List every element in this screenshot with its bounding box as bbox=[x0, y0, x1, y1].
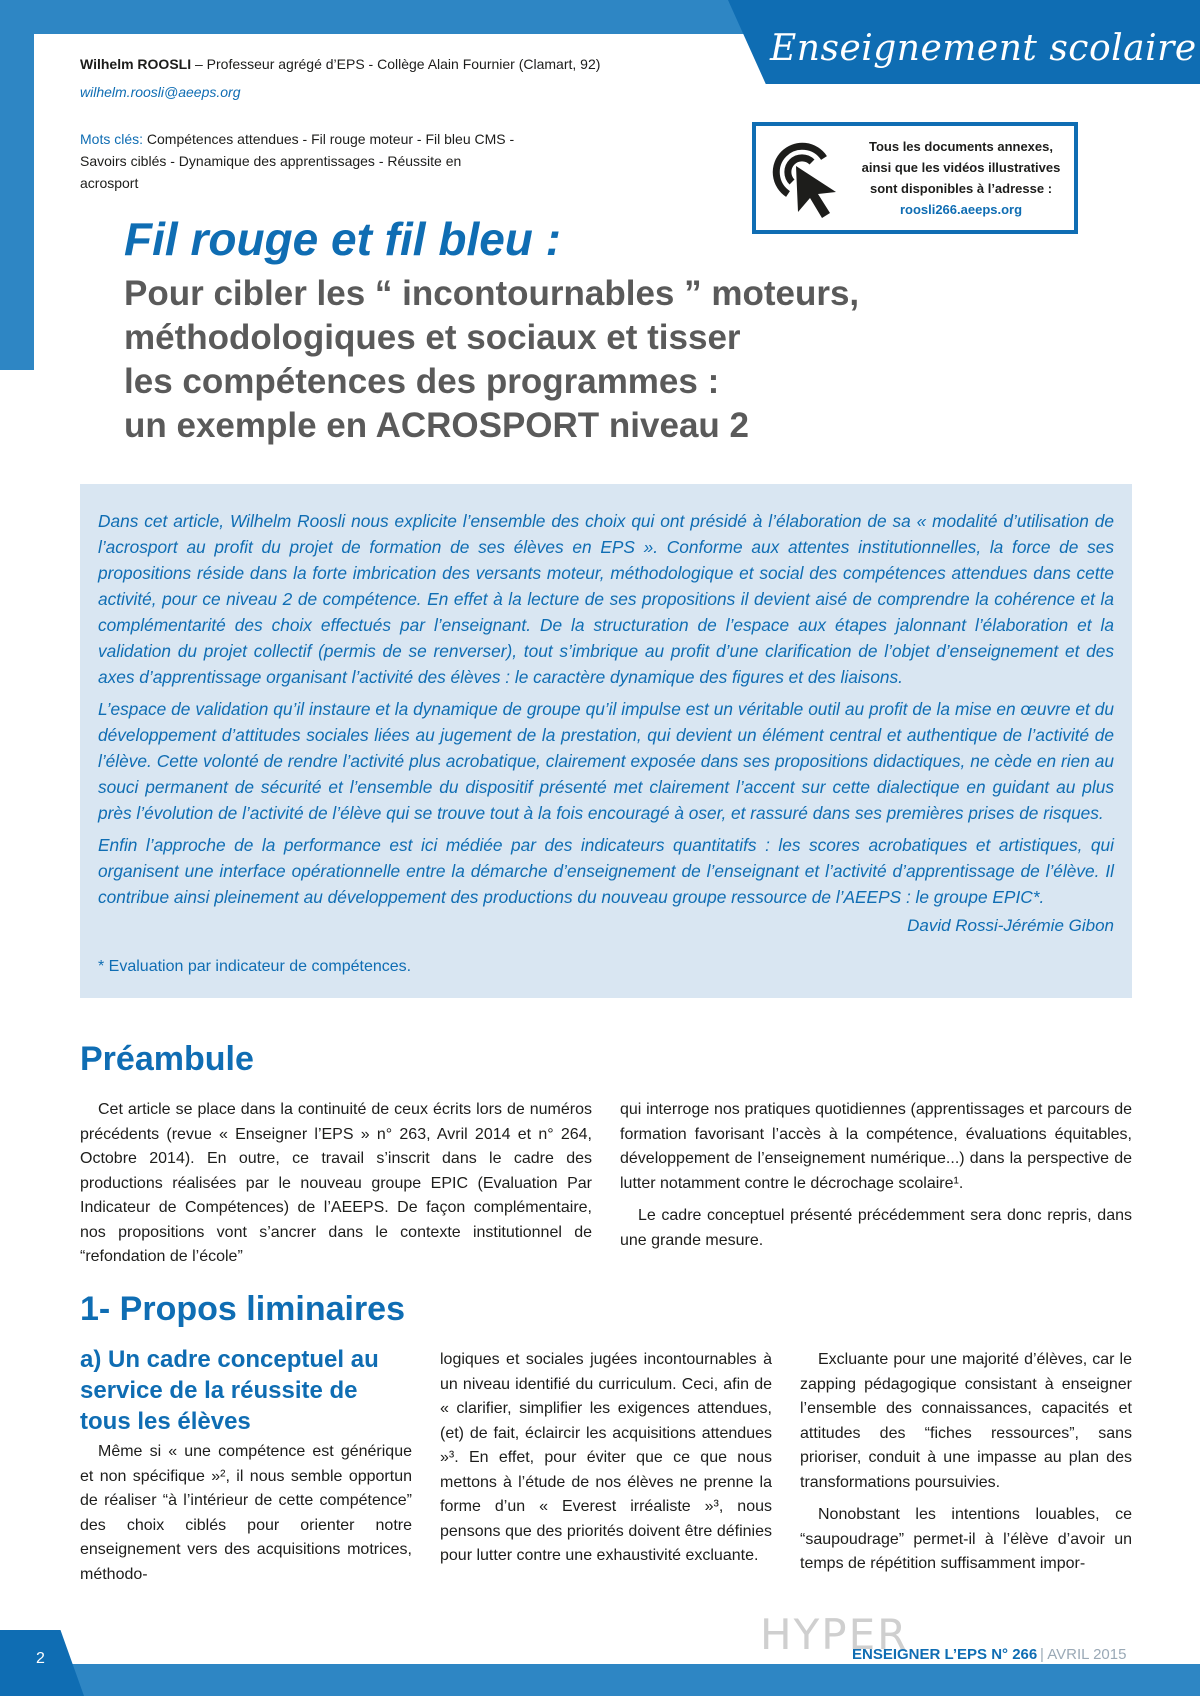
section1-column-1 bbox=[80, 1440, 412, 1595]
preambule-column-2 bbox=[620, 1098, 1132, 1261]
subtitle-line: méthodologiques et sociaux et tisser bbox=[124, 318, 741, 357]
subtitle-line: Pour cibler les “ incontournables ” moteurs, bbox=[124, 274, 860, 313]
preambule-heading: Préambule bbox=[80, 1040, 254, 1078]
section-heading: 1- Propos liminaires bbox=[80, 1290, 405, 1328]
body-paragraph: Le cadre conceptuel présenté précédemment sera donc repris, dans une grande mesure. bbox=[620, 1207, 1132, 1249]
body-paragraph: qui interroge nos pratiques quotidiennes (apprentissages et parcours de formation favorisant l’accès à la compétence, évaluations équitables, développement de l’enseignement numérique...) dans la perspective de lutter notamment contre le décrochage scolaire¹. bbox=[620, 1101, 1132, 1192]
left-color-band bbox=[0, 0, 34, 370]
section-title: Enseignement scolaire bbox=[770, 28, 1197, 69]
keywords-label: Mots clés: bbox=[80, 131, 144, 147]
section1-column-3 bbox=[800, 1348, 1132, 1585]
abstract-paragraph: Dans cet article, Wilhelm Roosli nous explicite l’ensemble des choix qui ont présidé à l’élaboration de sa « modalité d’utilisation de l’acrosport au profit du projet de formation de ses élèves en EPS ». Conforme aux attentes institutionnelles, la force de ses propositions réside dans la forte imbrication des versants moteur, méthodologique et social des compétences attendues dans cette activité, pour ce niveau 2 de compétence. En effet à la lecture de ses propositions il devient aisé de comprendre la cohérence et la complémentarité des choix effectués par l’enseignant. De la structuration de l’espace aux étapes jalonnant l’élaboration et la validation du projet collectif (permis de se renverser), tout s’imbrique au profit d’une clarification de l’objet d’enseignement et des axes d’apprentissage organisant l’activité des élèves : le caractère dynamique des figures et des liaisons. bbox=[98, 511, 1114, 687]
annex-text bbox=[856, 136, 1066, 220]
body-paragraph: Même si « une compétence est générique et non spécifique »², il nous semble opportun de réaliser “à l’intérieur de cette compétence” des choix ciblés pour orienter notre enseignement vers des acquisitions motrices, méthodo- bbox=[80, 1443, 412, 1583]
keywords bbox=[80, 128, 520, 194]
click-cursor-icon bbox=[762, 132, 852, 222]
author-name: Wilhelm ROOSLI bbox=[80, 56, 192, 72]
article-title: Fil rouge et fil bleu : bbox=[124, 213, 561, 265]
subsection-heading: a) Un cadre conceptuel au service de la réussite de tous les élèves bbox=[80, 1346, 379, 1435]
annex-text-line: sont disponibles à l’adresse : bbox=[869, 181, 1053, 196]
body-paragraph: Nonobstant les intentions louables, ce “saupoudrage” permet-il à l’élève d’avoir un temps de répétition suffisamment impor- bbox=[800, 1506, 1132, 1572]
annex-url-link[interactable]: roosli266.aeeps.org bbox=[899, 202, 1023, 217]
article-subtitle bbox=[124, 272, 984, 448]
footer-date: | AVRIL 2015 bbox=[1040, 1646, 1127, 1663]
preambule-column-1 bbox=[80, 1098, 592, 1278]
abstract-paragraph: Enfin l’approche de la performance est ici médiée par des indicateurs quantitatifs : les scores acrobatiques et artistiques, qui organisent une interface opérationnelle entre la démarche d’enseignement de l’enseignant et l’activité d’apprentissage de l’élève. Il contribue ainsi pleinement au développement des productions du nouveau groupe ressource de l’AEEPS : le groupe EPIC*. bbox=[98, 835, 1114, 907]
page-number: 2 bbox=[36, 1650, 45, 1667]
subtitle-line: les compétences des programmes : bbox=[124, 362, 720, 401]
annex-text-line: Tous les documents annexes, bbox=[869, 139, 1053, 154]
section1-column-2 bbox=[440, 1348, 772, 1577]
footer-journal-title: ENSEIGNER L’EPS N° 266 bbox=[852, 1646, 1038, 1663]
author-email-link[interactable]: wilhelm.roosli@aeeps.org bbox=[80, 84, 241, 100]
author-affiliation: – Professeur agrégé d’EPS - Collège Alain Fournier (Clamart, 92) bbox=[191, 56, 601, 72]
footer-band bbox=[0, 1664, 1200, 1696]
author-line bbox=[80, 56, 600, 72]
subtitle-line: un exemple en ACROSPORT niveau 2 bbox=[124, 406, 749, 445]
body-paragraph: Excluante pour une majorité d’élèves, car le zapping pédagogique consistant à enseigner l’ensemble des connaissances, capacités et attitudes des “fiches ressources”, sans prioriser, conduit à une impasse au plan des transformations poursuivies. bbox=[800, 1351, 1132, 1491]
abstract-box bbox=[80, 484, 1132, 998]
hyper-logo: HYPER bbox=[760, 1610, 909, 1659]
annex-text-line: ainsi que les vidéos illustratives bbox=[861, 160, 1061, 175]
abstract-footnote: * Evaluation par indicateur de compétences. bbox=[98, 958, 412, 975]
body-paragraph: Cet article se place dans la continuité de ceux écrits lors de numéros précédents (revue « Enseigner l’EPS » n° 263, Avril 2014 et n° 264, Octobre 2014). En outre, ce travail s’inscrit dans le cadre des productions réalisées par le nouveau groupe EPIC (Evaluation Par Indicateur de Compétences) de l’AEEPS. De façon complémentaire, nos propositions vont s’ancrer dans le contexte institutionnel de “refondation de l’école” bbox=[80, 1101, 592, 1265]
body-paragraph: logiques et sociales jugées incontournables à un niveau identifié du curriculum. Ceci, afin de « clarifier, simplifier les exigences attendues, (et) de fait, éclaircir les acquisitions attendues »³. En effet, pour éviter que ce que nous mettons à l’étude de nos élèves ne prenne la forme d’un « Everest irréaliste »³, nous pensons que des priorités doivent être définies pour lutter contre une exhaustivité excluante. bbox=[440, 1351, 772, 1564]
keywords-list: Compétences attendues - Fil rouge moteur - Fil bleu CMS - Savoirs ciblés - Dynamique des apprentissages - Réussite en acrosport bbox=[80, 131, 515, 191]
abstract-signature: David Rossi-Jérémie Gibon bbox=[907, 916, 1114, 935]
abstract-paragraph: L’espace de validation qu’il instaure et la dynamique de groupe qu’il impulse est un véritable outil au profit de la mise en œuvre et du développement d’attitudes sociales liées au jugement de la prestation, qui devient un élément central et authentique de l’activité de l’élève. Cette volonté de rendre l’activité plus acrobatique, clairement exposée dans ses propositions didactiques, ne cède en rien au souci permanent de sécurité et l’ensemble du dispositif présenté met clairement l’accent sur cette dialectique en guidant au plus près l’évolution de l’activité de l’élève qui se trouve tout à la fois encouragé à oser, et rassuré dans ses premières prises de risques. bbox=[98, 699, 1114, 823]
